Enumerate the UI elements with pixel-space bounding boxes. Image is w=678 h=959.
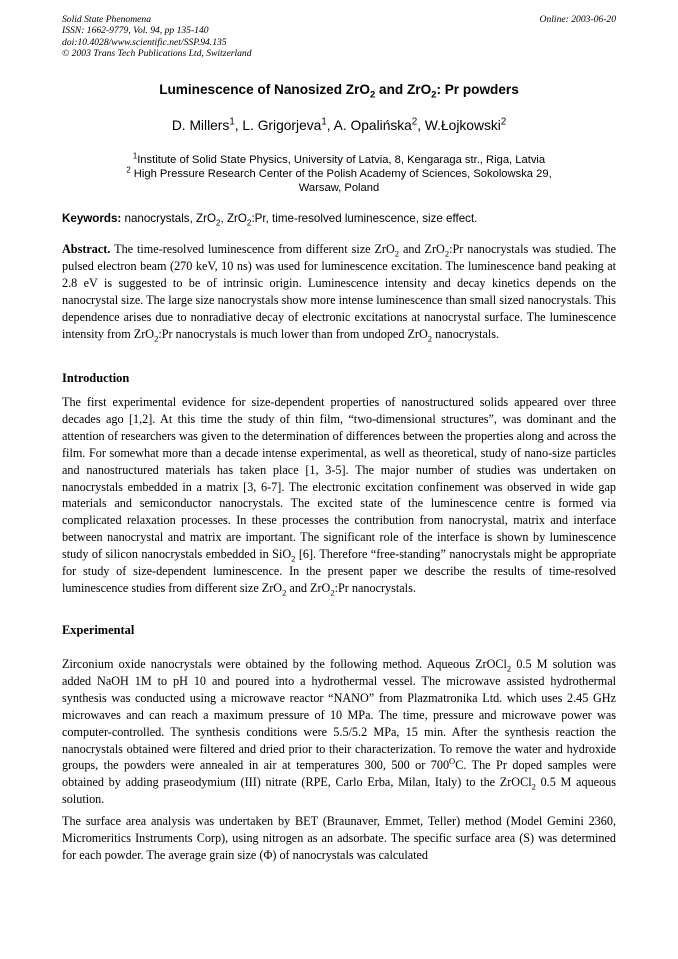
- affiliation-mark: 2: [126, 165, 131, 175]
- keywords-label: Keywords:: [62, 212, 122, 225]
- experimental-heading: Experimental: [62, 623, 135, 637]
- keywords: [62, 212, 616, 228]
- introduction-heading: Introduction: [62, 371, 130, 385]
- experimental-paragraph-2: The surface area analysis was undertaken by BET (Braunaver, Emmet, Teller) method (Model Gemini 2360, Micromeritics Instruments Corp), using nitrogen as an adsorbate. The specific surface area (S) was determined for each powder. The average grain size (Φ) of nanocrystals was calculated: [62, 814, 616, 862]
- body-text: Zirconium oxide nanocrystals were obtained by the following method. Aqueous ZrOCl: [62, 657, 507, 671]
- copyright-line: © 2003 Trans Tech Publications Ltd, Switzerland: [62, 48, 252, 60]
- abstract-subscript: 2: [444, 248, 450, 259]
- author-name: , A. Opalińska: [326, 118, 412, 133]
- keywords-text: , ZrO: [220, 212, 247, 225]
- title-subscript: 2: [431, 89, 437, 101]
- keywords-subscript: 2: [216, 218, 221, 228]
- author-name: D. Millers: [171, 118, 230, 133]
- keywords-text: nanocrystals, ZrO: [121, 212, 216, 225]
- affiliation-2-continued: Warsaw, Poland: [298, 182, 380, 195]
- introduction-paragraph: [62, 394, 616, 597]
- experimental-paragraph-1: [62, 656, 616, 808]
- body-subscript: 2: [506, 663, 512, 674]
- body-subscript: 2: [282, 587, 287, 598]
- abstract-subscript: 2: [427, 332, 433, 343]
- body-text: C. The Pr doped samples were obtained by adding praseodymium (III) nitrate (RPE, Carlo Erba, Milan, Italy) to the ZrOCl: [62, 758, 616, 790]
- body-text: The first experimental evidence for size-dependent properties of nanostructured solids appeared over three decades ago [1,2]. At this time the study of thin film, “two-dimensional structures”, was dominant and the attention of researchers was given to the determination of differences between the properties along and across the film. For somewhat more than a decade intense experimental, as well as theoretical, study of nano-size particles and nanostructured materials has taken place [1, 3-5]. The major number of studies was undertaken on nanocrystals embedded in a matrix [3, 6-7]. The electronic excitation confinement was observed in wide gap materials and semiconductor nanocrystals. The excited state of the luminescence centre is formed via complicated relaxation processes. In these processes the contribution from nanocrystal, matrix and interface between nanocrystal and matrix are important. The significant role of the interface is shown by luminescence study of silicon nanocrystals embedded in SiO: [62, 395, 616, 562]
- body-superscript: O: [449, 756, 456, 767]
- body-text: and ZrO: [286, 580, 331, 595]
- keywords-text: :Pr, time-resolved luminescence, size effect.: [251, 212, 478, 225]
- body-text: 0.5 M solution was added NaOH 1M to pH 10 and poured into a hydrothermal vessel. The microwave assisted hydrothermal synthesis was conducted using a microwave reactor “NANO” from Plazmatronika Ltd. which uses 2.45 GHz microwaves and can reach a maximum pressure of 10 MPa. The time, pressure and microwave power was computer-controlled. The synthesis conditions were 5.5/5.2 MPa, 15 min. After the synthesis reaction the nanocrystals obtained were filtered and dried prior to their characterization. To remove the water and hydroxide groups, the powders were annealed in air at temperatures 300, 500 or 700: [62, 657, 616, 773]
- doi-line: doi:10.4028/www.scientific.net/SSP.94.135: [62, 36, 227, 48]
- body-text: [6]. Therefore “free-standing” nanocrystals might be appropriate for study of size-dependent luminescence. In the present paper we describe the results of time-resolved luminescence studies from different size ZrO: [62, 547, 617, 595]
- author-name: , L. Grigorjeva: [234, 118, 322, 133]
- body-text: 0.5 M aqueous solution.: [62, 775, 616, 807]
- abstract-text: The time-resolved luminescence from different size ZrO: [110, 242, 395, 256]
- body-subscript: 2: [330, 587, 335, 598]
- body-subscript: 2: [531, 781, 536, 792]
- abstract-text: :Pr nanocrystals is much lower than from undoped ZrO: [158, 326, 428, 341]
- body-subscript: 2: [291, 553, 296, 564]
- online-date: Online: 2003-06-20: [539, 14, 616, 25]
- affiliation-mark: 2: [411, 116, 418, 128]
- affiliations: [62, 153, 616, 196]
- keywords-subscript: 2: [246, 218, 252, 228]
- title-subscript: 2: [369, 89, 376, 101]
- journal-info: [62, 14, 252, 60]
- affiliation-1: [62, 153, 616, 167]
- issn-line: ISSN: 1662-9779, Vol. 94, pp 135-140: [62, 25, 209, 37]
- journal-name: Solid State Phenomena: [62, 14, 151, 25]
- abstract-text: nanocrystals.: [432, 326, 500, 341]
- abstract-text: :Pr nanocrystals was studied. The pulsed electron beam (270 keV, 10 ns) was used for luminescence excitation. The luminescence band peaking at 2.8 eV is suggested to be of intrinsic origin. Luminescence intensity and decay kinetics depends on the nanocrystal size. The large size nanocrystals show more intense luminescence than small sized nanocrystals. This dependence arises due to nonradiative decay of electronic excitations at nanocrystal surface. The luminescence intensity from ZrO: [62, 242, 616, 341]
- abstract-text: and ZrO: [399, 242, 445, 256]
- title-text: and ZrO: [375, 82, 432, 97]
- affiliation-text: Institute of Solid State Physics, University of Latvia, 8, Kengaraga str., Riga, Latvia: [137, 154, 546, 166]
- affiliation-mark: 1: [321, 116, 327, 128]
- author-list: [62, 118, 616, 133]
- abstract: [62, 241, 616, 342]
- affiliation-mark: 1: [132, 151, 138, 161]
- affiliation-text: High Pressure Research Center of the Polish Academy of Sciences, Sokolowska 29,: [130, 168, 552, 181]
- title-text: : Pr powders: [436, 82, 519, 97]
- abstract-label: Abstract.: [62, 242, 111, 256]
- affiliation-mark: 1: [229, 116, 235, 128]
- affiliation-2: [62, 167, 616, 181]
- body-text: :Pr nanocrystals.: [334, 580, 416, 595]
- affiliation-mark: 2: [500, 116, 507, 128]
- abstract-subscript: 2: [154, 332, 159, 343]
- author-name: , W.Łojkowski: [417, 118, 501, 133]
- title-text: Luminescence of Nanosized ZrO: [159, 82, 370, 97]
- paper-title: [62, 82, 616, 101]
- abstract-subscript: 2: [394, 248, 400, 259]
